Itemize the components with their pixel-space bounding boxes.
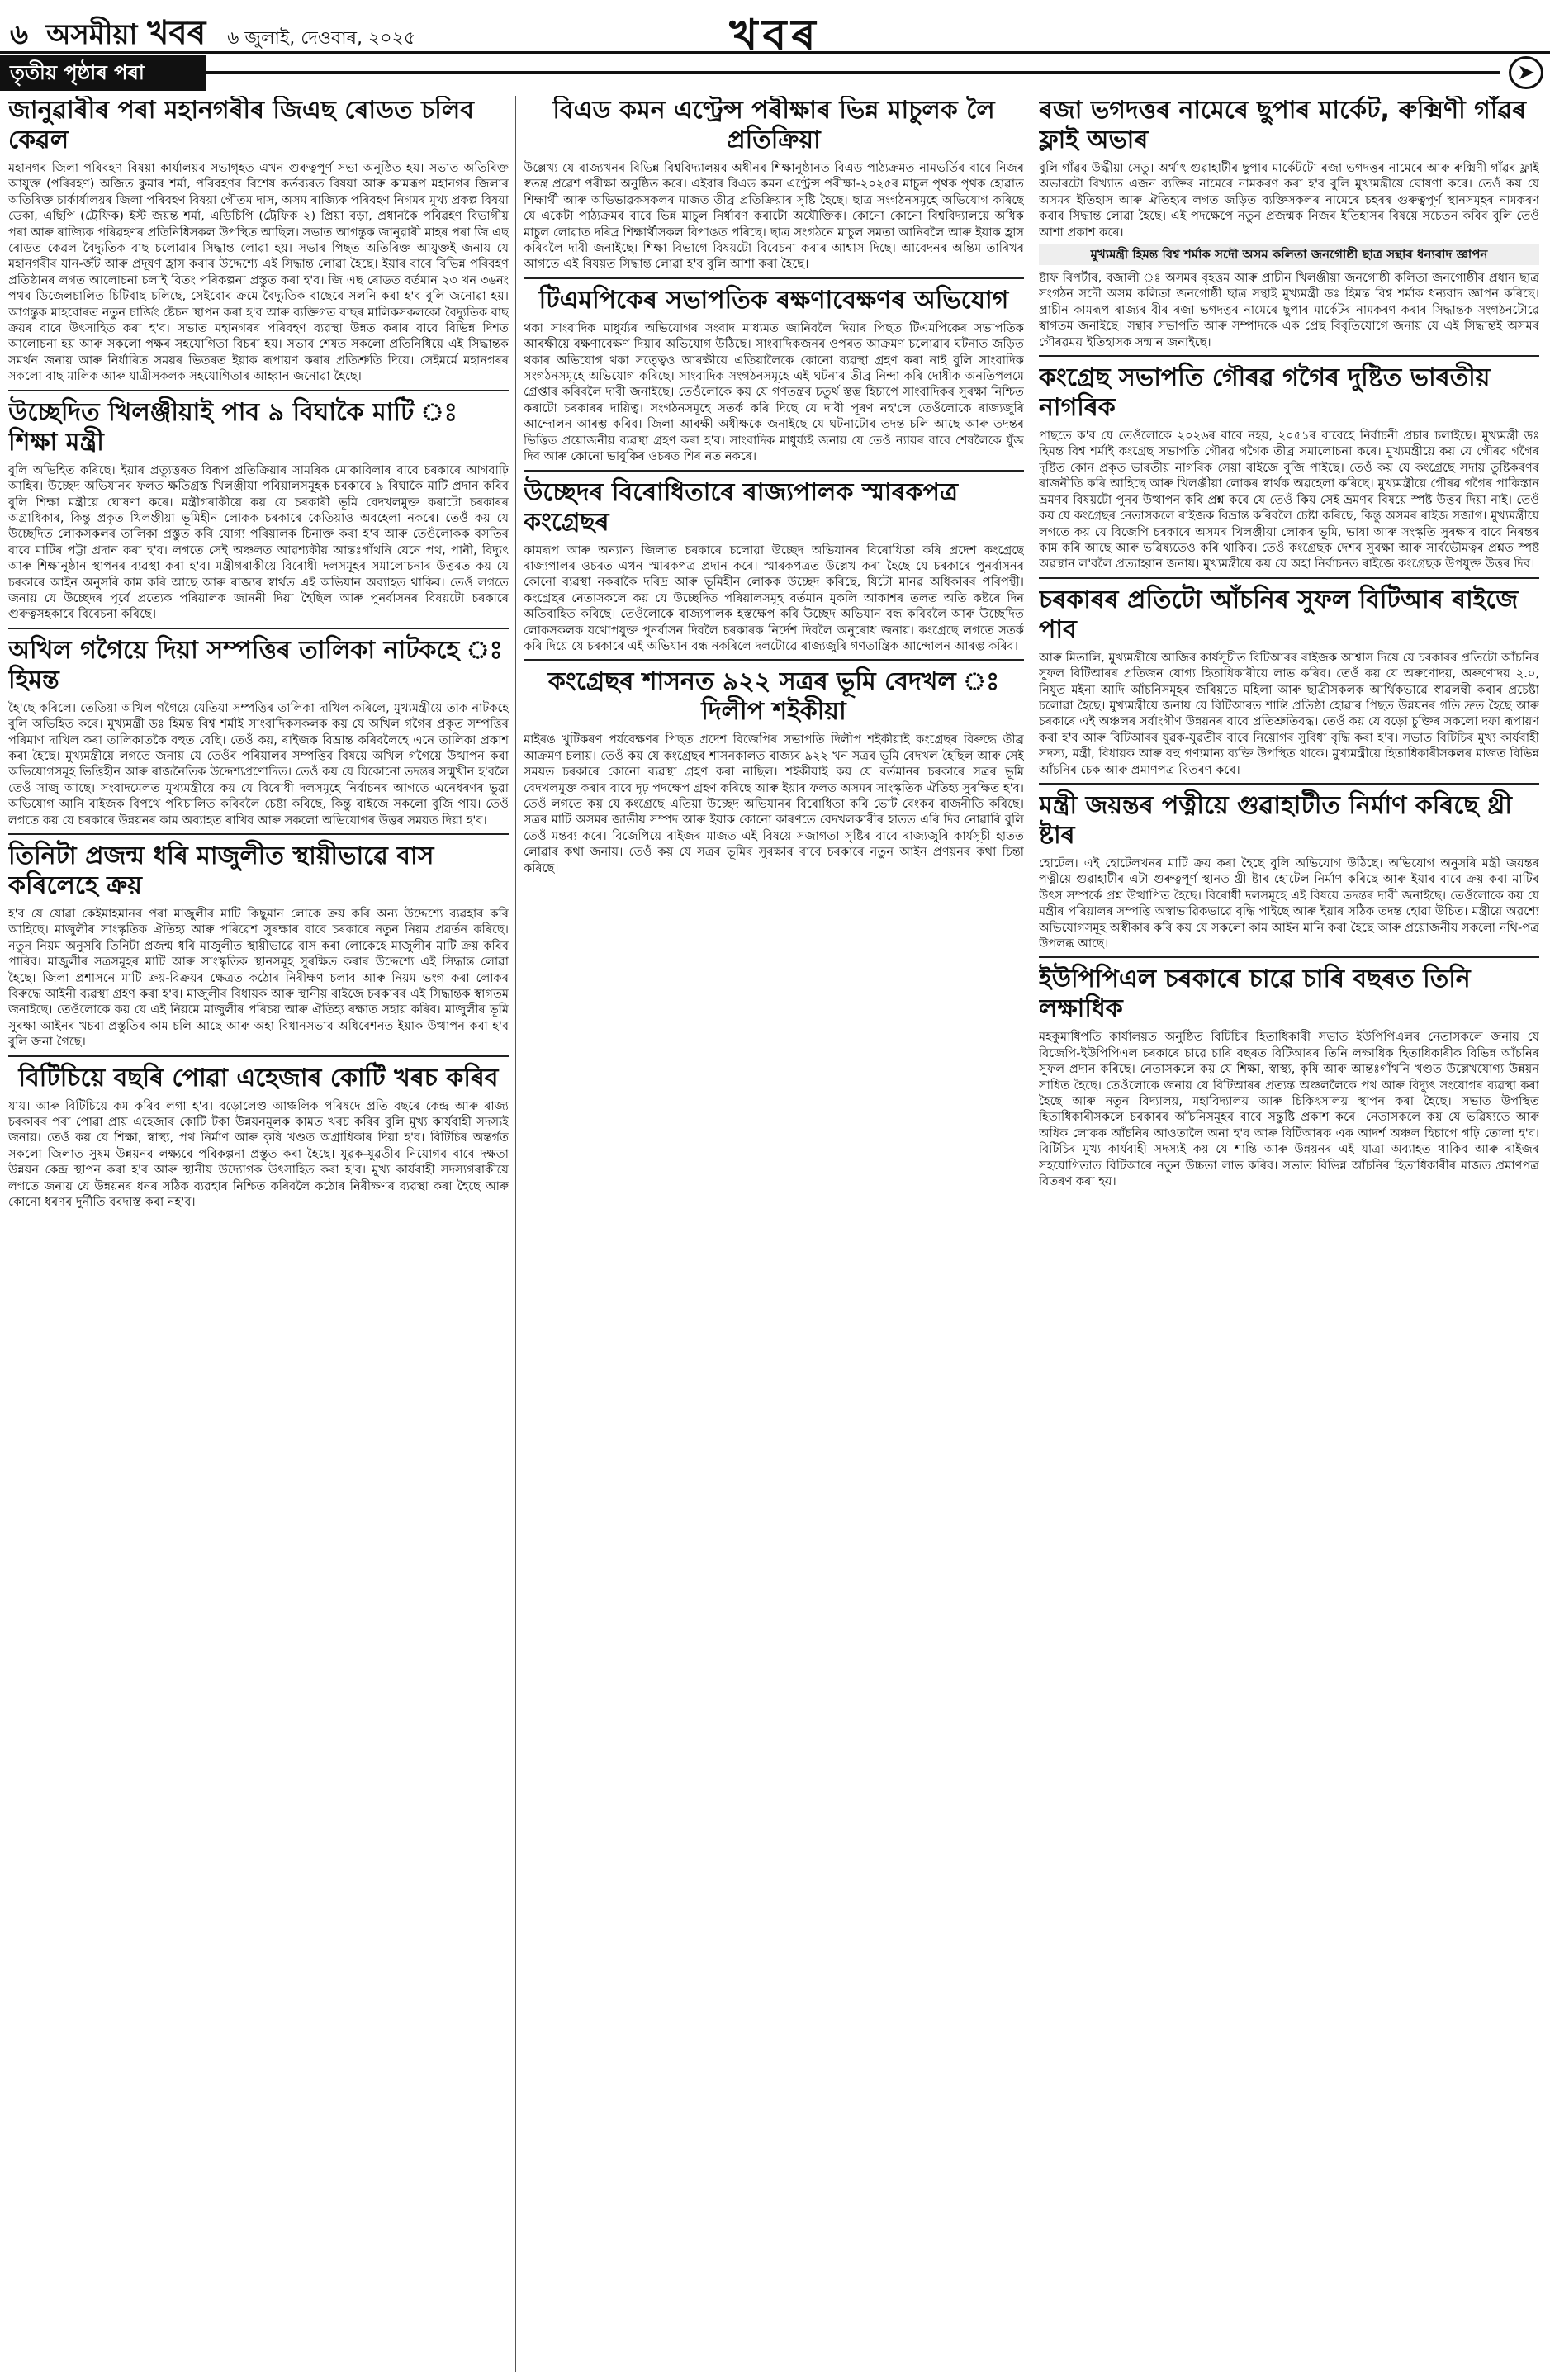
- section-title: খবৰ: [729, 11, 821, 60]
- article-body: হ'ব যে যোৱা কেইমাহমানৰ পৰা মাজুলীৰ মাটি কিছুমান লোকে ক্ৰয় কৰি অন্য উদ্দেশ্যে ব্যৱহাৰ কৰি আহিছে। মাজুলীৰ সাংস্কৃতিক ঐতিহ্য আৰু পৰিৱেশ সুৰক্ষাৰ বাবে চৰকাৰে নতুন নিয়ম প্ৰৱৰ্তন কৰিছে। নতুন নিয়ম অনুসৰি তিনিটা প্ৰজন্ম ধৰি মাজুলীত স্থায়ীভাৱে বাস কৰা লোকেহে মাজুলীৰ মাটি ক্ৰয় কৰিব পাৰিব। মাজুলীৰ সত্ৰসমূহৰ মাটি আৰু সাংস্কৃতিক স্থানসমূহ সুৰক্ষিত কৰাৰ উদ্দেশ্যে এই সিদ্ধান্ত লোৱা হৈছে। জিলা প্ৰশাসনে মাটি ক্ৰয়-বিক্ৰয়ৰ ক্ষেত্ৰত কঠোৰ নিৰীক্ষণ চলাব আৰু নিয়ম ভংগ কৰা লোকৰ বিৰুদ্ধে আইনী ব্যৱস্থা গ্ৰহণ কৰা হ'ব। মাজুলীৰ বিধায়ক আৰু স্থানীয় ৰাইজে চৰকাৰৰ এই সিদ্ধান্তক স্বাগতম জনাইছে। তেওঁলোকে কয় যে এই নিয়মে মাজুলীৰ পৰিচয় আৰু ঐতিহ্য ৰক্ষাত সহায় কৰিব। মাজুলীৰ ভূমি সুৰক্ষা আইনৰ খচৰা প্ৰস্তুতিৰ কাম চলি আছে আৰু অহা বিধানসভাৰ অধিবেশনত ইয়াক উত্থাপন কৰা হ'ব বুলি জনা গৈছে।: [8, 907, 509, 1050]
- article-body: উল্লেখ্য যে ৰাজ্যখনৰ বিভিন্ন বিশ্ববিদ্যালয়ৰ অধীনৰ শিক্ষানুষ্ঠানত বিএড পাঠ্যক্ৰমত নামভৰ্তিৰ বাবে নিজৰ স্বতন্ত্ৰ প্ৰৱেশ পৰীক্ষা অনুষ্ঠিত কৰে। এইবাৰ বিএড কমন এণ্ট্ৰেন্স পৰীক্ষা-২০২৫ৰ মাচুল পৃথক পৃথক হোৱাত শিক্ষাৰ্থী আৰু অভিভাৱকসকলৰ মাজত তীব্ৰ প্ৰতিক্ৰিয়াৰ সৃষ্টি হৈছে। ছাত্ৰ সংগঠনসমূহে অভিযোগ কৰিছে যে একেটা পাঠ্যক্ৰমৰ বাবে ভিন্ন মাচুল নিৰ্ধাৰণ কৰাটো অযৌক্তিক। কোনো কোনো বিশ্ববিদ্যালয়ে অধিক মাচুল লোৱাত দৰিদ্ৰ শিক্ষাৰ্থীসকল বিপাঙত পৰিছে। ছাত্ৰ সংগঠনে মাচুল সমতা আনিবলৈ আৰু ইয়াক হ্ৰাস কৰিবলৈ দাবী জনাইছে। শিক্ষা বিভাগে বিষয়টো বিবেচনা কৰাৰ আশ্বাস দিছে। আবেদনৰ অন্তিম তাৰিখৰ আগতে এই বিষয়ত সিদ্ধান্ত লোৱা হ'ব বুলি আশা কৰা হৈছে।: [524, 161, 1024, 272]
- article-headline: কংগ্ৰেছ সভাপতি গৌৰৱ গগৈৰ দুষ্টিত ভাৰতীয় নাগৰিক: [1039, 363, 1491, 423]
- article-body: কামৰূপ আৰু অন্যান্য জিলাত চৰকাৰে চলোৱা উচ্ছেদ অভিযানৰ বিৰোধিতা কৰি প্ৰদেশ কংগ্ৰেছে ৰাজ্যপালৰ ওচৰত এখন স্মাৰকপত্ৰ প্ৰদান কৰে। স্মাৰকপত্ৰত উল্লেখ কৰা হৈছে যে চৰকাৰে পুনৰ্বাসনৰ কোনো ব্যৱস্থা নকৰাকৈ দৰিদ্ৰ আৰু ভূমিহীন লোকক উচ্ছেদ কৰিছে, যিটো মানৱ অধিকাৰৰ পৰিপন্থী। কংগ্ৰেছৰ নেতাসকলে কয় যে উচ্ছেদিত পৰিয়ালসমূহ বৰ্তমান মুকলি আকাশৰ তলত অতি কষ্টৰে দিন অতিবাহিত কৰিছে। তেওঁলোকে ৰাজ্যপালক হস্তক্ষেপ কৰি উচ্ছেদ অভিযান বন্ধ কৰিবলৈ আৰু উচ্ছেদিত লোকসকলক যথোপযুক্ত পুনৰ্বাসন দিবলৈ চৰকাৰক নিৰ্দেশ দিবলৈ অনুৰোধ জনায়। কংগ্ৰেছে লগতে সতৰ্ক কৰি দিয়ে যে চৰকাৰে এই অভিযান বন্ধ নকৰিলে দলটোৱে ৰাজ্যজুৰি গণতান্ত্ৰিক আন্দোলন আৰম্ভ কৰিব।: [524, 543, 1024, 653]
- article-tmpk-president: [524, 286, 1024, 472]
- article-body: মহকুমাধিপতি কাৰ্যালয়ত অনুষ্ঠিত বিটিচিৰ হিতাধিকাৰী সভাত ইউপিপিএলৰ নেতাসকলে জনায় যে বিজেপি-ইউপিপিএল চৰকাৰে চাৱে চাৰি বছৰত বিটিআৰৰ তিনি লক্ষাধিক হিতাধিকাৰীক বিভিন্ন আঁচনিৰ সুফল প্ৰদান কৰিছে। নেতাসকলে কয় যে শিক্ষা, স্বাস্থ্য, কৃষি আৰু আন্তঃগাঁথনি খণ্ডত উল্লেখযোগ্য উন্নয়ন সাধিত হৈছে। তেওঁলোকে জনায় যে বিটিআৰৰ প্ৰত্যন্ত অঞ্চললৈকে পথ আৰু বিদ্যুৎ সংযোগৰ ব্যৱস্থা কৰা হৈছে আৰু নতুন বিদ্যালয়, মহাবিদ্যালয় আৰু চিকিৎসালয় স্থাপন কৰা হৈছে। সভাত উপস্থিত হিতাধিকাৰীসকলে চৰকাৰৰ আঁচনিসমূহৰ বাবে সন্তুষ্টি প্ৰকাশ কৰে। নেতাসকলে কয় যে ভৱিষ্যতে আৰু অধিক লোকক আঁচনিৰ আওতালৈ অনা হ'ব আৰু বিটিআৰক এক আদৰ্শ অঞ্চল হিচাপে গঢ়ি তোলা হ'ব। বিটিচিৰ মুখ্য কাৰ্যবাহী সদস্যই কয় যে শান্তি আৰু উন্নয়নৰ এই যাত্ৰা অব্যাহত থাকিব আৰু ৰাইজৰ সহযোগিতাত বিটিআৰে নতুন উচ্চতা লাভ কৰিব। সভাত বিভিন্ন আঁচনিৰ হিতাধিকাৰীৰ মাজত প্ৰমাণপত্ৰ বিতৰণ কৰা হয়।: [1039, 1030, 1539, 1189]
- article-headline: উচ্ছেদিত খিলঞ্জীয়াই পাব ৯ বিঘাকৈ মাটি ঃ শিক্ষা মন্ত্ৰী: [8, 397, 457, 457]
- article-body: থকা সাংবাদিক মাধুৰ্য্যৰ অভিযোগৰ সংবাদ মাধ্যমত জানিবলৈ দিয়াৰ পিছত টিএমপিকেৰ সভাপতিক আৰক্ষীয়ে ৰক্ষণাবেক্ষণ দিয়াৰ অভিযোগ উঠিছে। সাংবাদিকজনৰ ওপৰত আক্ৰমণ চলোৱাৰ ঘটনাত জড়িত থকাৰ অভিযোগ থকা সত্ত্বেও আৰক্ষীয়ে এতিয়ালৈকে কোনো ব্যৱস্থা গ্ৰহণ কৰা নাই বুলি সাংবাদিক সংগঠনসমূহে অভিযোগ কৰিছে। সাংবাদিক সংগঠনসমূহে এই ঘটনাৰ তীব্ৰ নিন্দা কৰি দোষীক অনতিপলমে গ্ৰেপ্তাৰ কৰিবলৈ দাবী জনাইছে। তেওঁলোকে কয় যে গণতন্ত্ৰৰ চতুৰ্থ স্তম্ভ হিচাপে সাংবাদিকৰ সুৰক্ষা নিশ্চিত কৰাটো চৰকাৰৰ দায়িত্ব। সংগঠনসমূহে সতৰ্ক কৰি দিছে যে দাবী পূৰণ নহ'লে তেওঁলোকে ৰাজ্যজুৰি আন্দোলন আৰম্ভ কৰিব। জিলা আৰক্ষী অধীক্ষকে জনাইছে যে ঘটনাটোৰ তদন্ত চলি আছে আৰু তদন্তৰ ভিত্তিত প্ৰয়োজনীয় ব্যৱস্থা গ্ৰহণ কৰা হ'ব। সাংবাদিক মাধুৰ্য্যই জনায় যে তেওঁ ন্যায়ৰ বাবে শেষলৈকে যুঁজ দিব আৰু কোনো ভাবুকিৰ ওচৰত শিৰ নত নকৰে।: [524, 320, 1024, 464]
- column-right: [1039, 96, 1539, 2372]
- article-gaurav-gogoi: [1039, 363, 1539, 579]
- article-akhil-assets: [8, 636, 509, 835]
- article-headline: চৰকাৰৰ প্ৰতিটো আঁচনিৰ সুফল বিটিআৰ ৰাইজে পাব: [1039, 585, 1519, 644]
- paper-name: অসমীয়া: [45, 18, 138, 51]
- article-body: মাইৰঙ খুটিকৰণ পৰ্যবেক্ষণৰ পিছত প্ৰদেশ বিজেপিৰ সভাপতি দিলীপ শইকীয়াই কংগ্ৰেছৰ বিৰুদ্ধে তীব্ৰ আক্ৰমণ চলায়। তেওঁ কয় যে কংগ্ৰেছৰ শাসনকালত ৰাজ্যৰ ৯২২ খন সত্ৰৰ ভূমি বেদখল হৈছিল আৰু সেই সময়ত চৰকাৰে কোনো ব্যৱস্থা গ্ৰহণ কৰা নাছিল। শইকীয়াই কয় যে বৰ্তমানৰ চৰকাৰে সত্ৰৰ ভূমি বেদখলমুক্ত কৰাৰ বাবে দৃঢ় পদক্ষেপ গ্ৰহণ কৰিছে আৰু ইয়াৰ ফলত অসমৰ সাংস্কৃতিক ঐতিহ্য সুৰক্ষিত হ'ব। তেওঁ লগতে কয় যে কংগ্ৰেছে এতিয়া উচ্ছেদ অভিযানৰ বিৰোধিতা কৰি ভোট বেংকৰ ৰাজনীতি কৰিছে। সত্ৰৰ মাটি অসমৰ জাতীয় সম্পদ আৰু ইয়াক কোনো কাৰণতে বেদখলকাৰীৰ হাতত এৰি দিব নোৱাৰি বুলি তেওঁ মন্তব্য কৰে। বিজেপিয়ে ৰাইজৰ মাজত এই বিষয়ে সজাগতা সৃষ্টিৰ বাবে ৰাজ্যজুৰি কাৰ্যসূচী হাতত লোৱাৰ কথা জনায়। তেওঁ কয় যে সত্ৰৰ ভূমিৰ সুৰক্ষাৰ বাবে চৰকাৰে নতুন আইন প্ৰণয়নৰ কথা চিন্তা কৰিছে।: [524, 732, 1024, 875]
- article-headline: কংগ্ৰেছৰ শাসনত ৯২২ সত্ৰৰ ভূমি বেদখল ঃ দিলীপ শইকীয়া: [547, 667, 1000, 727]
- brand-name: খবৰ: [147, 14, 206, 52]
- article-headline: তিনিটা প্ৰজন্ম ধৰি মাজুলীত স্থায়ীভাৱে বাস কৰিলেহে ক্ৰয়: [8, 842, 434, 900]
- article-body: ষ্টাফ ৰিপৰ্টাৰ, বজালী ঃ অসমৰ বৃহত্তম আৰু প্ৰাচীন খিলঞ্জীয়া জনগোষ্ঠী কলিতা জনগোষ্ঠীৰ প্ৰধান ছাত্ৰ সংগঠন সদৌ অসম কলিতা জনগোষ্ঠী ছাত্ৰ সন্থাই মুখ্যমন্ত্ৰী ডঃ হিমন্ত বিশ্ব শৰ্মাক ধন্যবাদ জ্ঞাপন কৰিছে। প্ৰাচীন কামৰূপ ৰাজ্যৰ বীৰ ৰজা ভগদত্তৰ নামেৰে ছুপাৰ মাৰ্কেটৰ নামকৰণ কৰাৰ সিদ্ধান্তক সংগঠনটোৱে স্বাগতম জনাইছে। সন্থাৰ সভাপতি আৰু সম্পাদকে এক প্ৰেছ বিবৃতিযোগে জনায় যে এই সিদ্ধান্তই অসমৰ গৌৰৱময় ইতিহাসক সন্মান জনাইছে।: [1039, 271, 1539, 349]
- article-headline: মন্ত্ৰী জয়ন্তৰ পত্নীয়ে গুৱাহাটীত নিৰ্মাণ কৰিছে থ্ৰী ষ্টাৰ: [1039, 790, 1512, 850]
- article-btr-schemes: [1039, 586, 1539, 785]
- article-body: মহানগৰ জিলা পৰিবহণ বিষয়া কাৰ্যালয়ৰ সভাগৃহত এখন গুৰুত্বপূৰ্ণ সভা অনুষ্ঠিত হয়। সভাত অতিৰিক্ত আয়ুক্ত (পৰিবহণ) অজিত কুমাৰ শৰ্মা, পৰিবহণৰ বিশেষ কৰ্তব্যৰত বিষয়া আৰু কামৰূপ মহানগৰ জিলাৰ অতিৰিক্ত চাৰ্কাৰ্যালয়ৰ জিলা পৰিবহণ বিষয়া গৌতম দাস, অসম ৰাজ্যিক পৰিবহণ নিগমৰ মুখ্য প্ৰকল্প বিষয়া ডেকা, এছিপি (ট্ৰেফিক) ইস্ট জয়ন্ত শৰ্মা, এডিচিপি (ট্ৰেফিক ২) প্ৰিয়া বড়া, প্ৰধানকৈ পৰিৱহণ বিভাগীয় পৰা আৰু ৰাজ্যিক পৰিৱহণৰ প্ৰতিনিধিসকল উপস্থিত আছিল। সভাত আগন্তুক জানুৱাৰী মাহৰ পৰা জি এছ ৰোডত কেৱল বৈদ্যুতিক বাছ চলোৱাৰ সিদ্ধান্ত লোৱা হয়। সভাৰ পিছত অতিৰিক্ত আয়ুক্তই জনায় যে মহানগৰীৰ যান-জঁট আৰু প্ৰদূষণ হ্ৰাস কৰাৰ উদ্দেশ্যে এই সিদ্ধান্ত লোৱা হৈছে। ইয়াৰ বাবে বিভিন্ন পৰিবহণ প্ৰতিষ্ঠানৰ লগত আলোচনা চলাই বিতং পৰিকল্পনা প্ৰস্তুত কৰা হ'ব। জি এছ ৰোডত বৰ্তমান ২৩ খন ৩৬নং পথৰ ডিজেলচালিত চিটিবাছ চলিছে, সেইবোৰ ক্ৰমে বৈদ্যুতিক বাছেৰে সলনি কৰা হ'ব বুলি জনোৱা হয়। আগন্তুক মাহবোৰত নতুন চাৰ্জিং ষ্টেচন স্থাপন কৰা হ'ব আৰু ব্যক্তিগত বাছৰ মালিকসকলকো বৈদ্যুতিক বাছ ক্ৰয়ৰ বাবে উৎসাহিত কৰা হ'ব। সভাত মহানগৰৰ পৰিবহণ ব্যৱস্থা উন্নত কৰাৰ বাবে বিভিন্ন দিশত আলোচনা হয় আৰু সকলো পক্ষৰ সহযোগিতা বিচৰা হয়। সভাৰ শেষত সকলো প্ৰতিনিধিয়ে এই সিদ্ধান্তক সমৰ্থন জনায় আৰু নিৰ্ধাৰিত সময়ৰ ভিতৰত ইয়াক ৰূপায়ণ কৰাৰ প্ৰতিশ্ৰুতি দিয়ে। সেইমৰ্মে মহানগৰৰ সকলো বাছ মালিক আৰু যাত্ৰীসকলক সহযোগিতাৰ আহ্বান জনোৱা হৈছে।: [8, 161, 509, 384]
- article-evicted-land: [8, 398, 509, 629]
- continuation-banner: [0, 55, 1550, 91]
- article-headline: অখিল গগৈয়ে দিয়া সম্পত্তিৰ তালিকা নাটকহে ঃ হিমন্ত: [8, 635, 503, 695]
- banner-label: তৃতীয় পৃষ্ঠাৰ পৰা: [0, 55, 206, 91]
- issue-date: ৬ জুলাই, দেওবাৰ, ২০২৫: [227, 28, 416, 49]
- article-bed-entrance: [524, 96, 1024, 279]
- article-body: পাছতে ক'ব যে তেওঁলোকে ২০২৬ৰ বাবে নহয়, ২০৫১ৰ বাবেহে নিৰ্বাচনী প্ৰচাৰ চলাইছে। মুখ্যমন্ত্ৰী ডঃ হিমন্ত বিশ্ব শৰ্মাই কংগ্ৰেছ সভাপতি গৌৰৱ গগৈক তীব্ৰ সমালোচনা কৰে। মুখ্যমন্ত্ৰীয়ে কয় যে গৌৰৱ গগৈৰ দৃষ্টিত কোন প্ৰকৃত ভাৰতীয় নাগৰিক সেয়া ৰাইজে বুজি পাইছে। তেওঁ কয় যে কংগ্ৰেছে সদায় তুষ্টিকৰণৰ ৰাজনীতি কৰি আহিছে আৰু খিলঞ্জীয়া লোকৰ স্বাৰ্থক অৱহেলা কৰিছে। মুখ্যমন্ত্ৰীয়ে গৌৰৱ গগৈৰ পাকিস্তান ভ্ৰমণৰ বিষয়টো পুনৰ উত্থাপন কৰি প্ৰশ্ন কৰে যে তেওঁ কিয় সেই ভ্ৰমণৰ বিষয়ে স্পষ্ট উত্তৰ দিয়া নাই। তেওঁ কয় যে কংগ্ৰেছৰ নেতাসকলে ৰাইজক বিভ্ৰান্ত কৰিবলৈ চেষ্টা কৰিছে, কিন্তু অসমৰ ৰাইজ সজাগ। মুখ্যমন্ত্ৰীয়ে লগতে কয় যে বিজেপি চৰকাৰে অসমৰ খিলঞ্জীয়া লোকৰ ভূমি, ভাষা আৰু সংস্কৃতি সুৰক্ষাৰ বাবে নিৰন্তৰ কাম কৰি আছে আৰু ভৱিষ্যতেও কৰি থাকিব। তেওঁ কংগ্ৰেছক দেশৰ সুৰক্ষা আৰু সাৰ্বভৌমত্বৰ প্ৰশ্নত স্পষ্ট অৱস্থান ল'বলৈ প্ৰত্যাহ্বান জনায়। মুখ্যমন্ত্ৰীয়ে কয় যে অহা নিৰ্বাচনত ৰাইজে কংগ্ৰেছক উপযুক্ত উত্তৰ দিব।: [1039, 429, 1539, 571]
- article-headline: উচ্ছেদৰ বিৰোধিতাৰে ৰাজ্যপালক স্মাৰকপত্ৰ কংগ্ৰেছৰ: [524, 477, 959, 537]
- article-uppl-beneficiaries: [1039, 965, 1539, 1194]
- article-body: যায়। আৰু বিটিচিয়ে কম কৰিব লগা হ'ব। বড়োলেণ্ড আঞ্চলিক পৰিষদে প্ৰতি বছৰে কেন্দ্ৰ আৰু ৰাজ্য চৰকাৰৰ পৰা পোৱা প্ৰায় এহেজাৰ কোটি টকা উন্নয়নমূলক কামত খৰচ কৰিব বুলি মুখ্য কাৰ্যবাহী সদস্যই জনায়। তেওঁ কয় যে শিক্ষা, স্বাস্থ্য, পথ নিৰ্মাণ আৰু কৃষি খণ্ডত অগ্ৰাধিকাৰ দিয়া হ'ব। বিটিচিৰ অন্তৰ্গত সকলো জিলাত সুষম উন্নয়নৰ লক্ষ্যৰে পৰিকল্পনা প্ৰস্তুত কৰা হৈছে। যুৱক-যুৱতীৰ নিয়োগৰ বাবে দক্ষতা উন্নয়ন কেন্দ্ৰ স্থাপন কৰা হ'ব আৰু স্থানীয় উদ্যোগক উৎসাহিত কৰা হ'ব। মুখ্য কাৰ্যবাহী সদস্যগৰাকীয়ে লগতে জনায় যে উন্নয়নৰ ধনৰ সঠিক ব্যৱহাৰ নিশ্চিত কৰিবলৈ কঠোৰ নিৰীক্ষণৰ ব্যৱস্থা কৰা হৈছে আৰু কোনো ধৰণৰ দুৰ্নীতি বৰদাস্ত কৰা নহ'ব।: [8, 1098, 509, 1210]
- column-left: [8, 96, 509, 2372]
- article-headline: বিটিচিয়ে বছৰি পোৱা এহেজাৰ কোটি খৰচ কৰিব: [18, 1063, 499, 1093]
- banner-rule: [206, 71, 1500, 74]
- article-satra-land: [524, 667, 1024, 881]
- article-headline: ইউপিপিএল চৰকাৰে চাৱে চাৰি বছৰত তিনি লক্ষাধিক: [1039, 965, 1471, 1024]
- article-jayanta-hotel: [1039, 791, 1539, 958]
- article-body: আৰু মিতালি, মুখ্যমন্ত্ৰীয়ে আজিৰ কাৰ্যসূচীত বিটিআৰৰ ৰাইজক আশ্বাস দিয়ে যে চৰকাৰৰ প্ৰতিটো আঁচনিৰ সুফল বিটিআৰৰ প্ৰতিজন যোগ্য হিতাধিকাৰীয়ে লাভ কৰিব। তেওঁ কয় যে অৰুণোদয়, অৰুণোদয় ২.০, নিযুত মইনা আদি আঁচনিসমূহৰ জৰিয়তে মহিলা আৰু ছাত্ৰীসকলক আৰ্থিকভাৱে স্বাৱলম্বী কৰাৰ প্ৰচেষ্টা চলোৱা হৈছে। মুখ্যমন্ত্ৰীয়ে জনায় যে বিটিআৰত শান্তি প্ৰতিষ্ঠা হোৱাৰ পিছত উন্নয়নৰ গতি দ্ৰুত হৈছে আৰু চৰকাৰে এই অঞ্চলৰ সৰ্বাংগীণ উন্নয়নৰ বাবে প্ৰতিশ্ৰুতিবদ্ধ। তেওঁ কয় যে বড়ো চুক্তিৰ সকলো দফা ৰূপায়ণ কৰা হ'ব আৰু বিটিআৰৰ যুৱক-যুৱতীৰ বাবে নিয়োগৰ সুবিধা বৃদ্ধি কৰা হ'ব। সভাত বিটিচিৰ মুখ্য কাৰ্যবাহী সদস্য, মন্ত্ৰী, বিধায়ক আৰু বহু গণ্যমান্য ব্যক্তি উপস্থিত থাকে। মুখ্যমন্ত্ৰীয়ে হিতাধিকাৰীসকলৰ মাজত বিভিন্ন আঁচনিৰ চেক আৰু প্ৰমাণপত্ৰ বিতৰণ কৰে।: [1039, 650, 1539, 777]
- article-headline: জানুৱাৰীৰ পৰা মহানগৰীৰ জিএছ ৰোডত চলিব কেৱল: [8, 96, 474, 154]
- article-body: হোটেল। এই হোটেলখনৰ মাটি ক্ৰয় কৰা হৈছে বুলি অভিযোগ উঠিছে। অভিযোগ অনুসৰি মন্ত্ৰী জয়ন্তৰ পত্নীয়ে গুৱাহাটীৰ এটা গুৰুত্বপূৰ্ণ স্থানত থ্ৰী ষ্টাৰ হোটেল নিৰ্মাণ কৰিছে আৰু ইয়াৰ বাবে ক্ৰয় কৰা মাটিৰ উৎস সম্পৰ্কে প্ৰশ্ন উত্থাপিত হৈছে। বিৰোধী দলসমূহে এই বিষয়ে তদন্তৰ দাবী জনাইছে। তেওঁলোকে কয় যে মন্ত্ৰীৰ পৰিয়ালৰ সম্পত্তি অস্বাভাৱিকভাৱে বৃদ্ধি পাইছে আৰু ইয়াৰ সঠিক তদন্ত হোৱা উচিত। মন্ত্ৰীয়ে অৱশ্যে অভিযোগসমূহ অস্বীকাৰ কৰি কয় যে সকলো কাম আইন মানি কৰা হৈছে আৰু প্ৰয়োজনীয় সকলো নথি-পত্ৰ উপলব্ধ আছে।: [1039, 856, 1539, 951]
- arrow-right-icon: ➤: [1509, 56, 1543, 89]
- article-congress-memorandum: [524, 478, 1024, 661]
- article-subhead: মুখ্যমন্ত্ৰী হিমন্ত বিশ্ব শৰ্মাক সদৌ অসম কলিতা জনগোষ্ঠী ছাত্ৰ সন্থাৰ ধন্যবাদ জ্ঞাপন: [1039, 244, 1539, 265]
- column-middle: [524, 96, 1024, 2372]
- article-body: হৈ'ছে কৰিলে। তেতিয়া অখিল গগৈয়ে যেতিয়া সম্পত্তিৰ তালিকা দাখিল কৰিলে, মুখ্যমন্ত্ৰীয়ে তাক নাটকহে বুলি অভিহিত কৰে। মুখ্যমন্ত্ৰী ডঃ হিমন্ত বিশ্ব শৰ্মাই সাংবাদিকসকলক কয় যে অখিল গগৈৰ প্ৰকৃত সম্পত্তিৰ পৰিমাণ দাখিল কৰা তালিকাতকৈ বহুত বেছি। তেওঁ কয়, ৰাইজক বিভ্ৰান্ত কৰিবলৈহে এনে তালিকা প্ৰকাশ কৰা হৈছে। মুখ্যমন্ত্ৰীয়ে লগতে জনায় যে তেওঁৰ পৰিয়ালৰ সম্পত্তিৰ বিষয়ে অখিল গগৈয়ে উত্থাপন কৰা অভিযোগসমূহ ভিত্তিহীন আৰু ৰাজনৈতিক উদ্দেশ্যপ্ৰণোদিত। তেওঁ কয় যে যিকোনো তদন্তৰ সন্মুখীন হ'বলৈ তেওঁ সাজু আছে। সংবাদমেলত মুখ্যমন্ত্ৰীয়ে কয় যে বিৰোধী দলসমূহে নিৰ্বাচনৰ আগতে এনেধৰণৰ ভুৱা অভিযোগ আনি ৰাইজক বিপথে পৰিচালিত কৰিবলৈ চেষ্টা কৰিছে, কিন্তু ৰাইজে সকলো বুজি পায়। তেওঁ লগতে কয় যে চৰকাৰে উন্নয়নৰ কাম অব্যাহত ৰাখিব আৰু সকলো অভিযোগৰ উত্তৰ সময়ত দিয়া হ'ব।: [8, 700, 509, 827]
- article-majuli-land: [8, 842, 509, 1057]
- article-body: বুলি গাঁৱৰ উৰ্দ্ধীয়া সেতু। অৰ্থাৎ গুৱাহাটীৰ ছুপাৰ মাৰ্কেটটো ৰজা ভগদত্তৰ নামেৰে আৰু ৰুক্মিণী গাঁৱৰ ফ্লাই অভাৰটো বিখ্যাত এজন ব্যক্তিৰ নামেৰে নামকৰণ কৰা হ'ব বুলি মুখ্যমন্ত্ৰীয়ে ঘোষণা কৰে। তেওঁ কয় যে অসমৰ ইতিহাস আৰু ঐতিহ্যৰ লগত জড়িত ব্যক্তিসকলৰ নামেৰে চহৰৰ গুৰুত্বপূৰ্ণ স্থানসমূহৰ নামকৰণ কৰাৰ সিদ্ধান্ত লোৱা হৈছে। এই পদক্ষেপে নতুন প্ৰজন্মক নিজৰ ইতিহাসৰ বিষয়ে সচেতন কৰিব বুলি তেওঁ আশা প্ৰকাশ কৰে।: [1039, 161, 1539, 239]
- page-number: ৬: [10, 18, 29, 51]
- masthead: [0, 0, 1550, 60]
- article-headline: বিএড কমন এণ্ট্ৰেন্স পৰীক্ষাৰ ভিন্ন মাচুলক লৈ প্ৰতিক্ৰিয়া: [552, 96, 995, 154]
- article-super-market: [1039, 96, 1539, 357]
- article-btc-spending: [8, 1064, 509, 1216]
- article-headline: ৰজা ভগদত্তৰ নামেৰে ছুপাৰ মাৰ্কেট, ৰুক্মিণী গাঁৱৰ ফ্লাই অভাৰ: [1039, 96, 1526, 154]
- article-gs-road: [8, 96, 509, 391]
- article-headline: টিএমপিকেৰ সভাপতিক ৰক্ষণাবেক্ষণৰ অভিযোগ: [538, 285, 1009, 315]
- article-body: বুলি অভিহিত কৰিছে। ইয়াৰ প্ৰত্যুত্তৰত বিৰূপ প্ৰতিক্ৰিয়াৰ সামৰিক মোকাবিলাৰ বাবে চৰকাৰে আগবাঢ়ি আহিব। উচ্ছেদ অভিযানৰ ফলত ক্ষতিগ্ৰস্ত খিলঞ্জীয়া পৰিয়ালসমূহক চৰকাৰে ৯ বিঘাকৈ মাটি প্ৰদান কৰিব বুলি শিক্ষা মন্ত্ৰীয়ে ঘোষণা কৰে। মন্ত্ৰীগৰাকীয়ে কয় যে চৰকাৰী ভূমি বেদখলমুক্ত কৰাটো চৰকাৰৰ অগ্ৰাধিকাৰ, কিন্তু প্ৰকৃত খিলঞ্জীয়া ভূমিহীন লোকক চৰকাৰে কেতিয়াও অবহেলা নকৰে। তেওঁ কয় যে উচ্ছেদিত লোকসকলৰ তালিকা প্ৰস্তুত কৰি যোগ্য পৰিয়ালক চিনাক্ত কৰা হ'ব আৰু তেওঁলোকক বসতিৰ বাবে মাটিৰ পট্টা প্ৰদান কৰা হ'ব। লগতে সেই অঞ্চলত আৱশ্যকীয় আন্তঃগাঁথনি যেনে পথ, পানী, বিদ্যুৎ আৰু শিক্ষানুষ্ঠান স্থাপনৰ ব্যৱস্থা কৰা হ'ব। মন্ত্ৰীগৰাকীয়ে বিৰোধী দলসমূহৰ সমালোচনাৰ উত্তৰত কয় যে চৰকাৰে আইন অনুসৰি কাম কৰি আছে আৰু ৰাজ্যৰ স্বাৰ্থত এই অভিযান অব্যাহত থাকিব। তেওঁ লগতে জনায় যে উচ্ছেদৰ পূৰ্বে প্ৰত্যেক পৰিয়ালক জাননী দিয়া হৈছিল আৰু পুনৰ্বাসনৰ বিষয়টো চৰকাৰে গুৰুত্বসহকাৰে বিবেচনা কৰিছে।: [8, 462, 509, 622]
- column-divider: [515, 96, 516, 2372]
